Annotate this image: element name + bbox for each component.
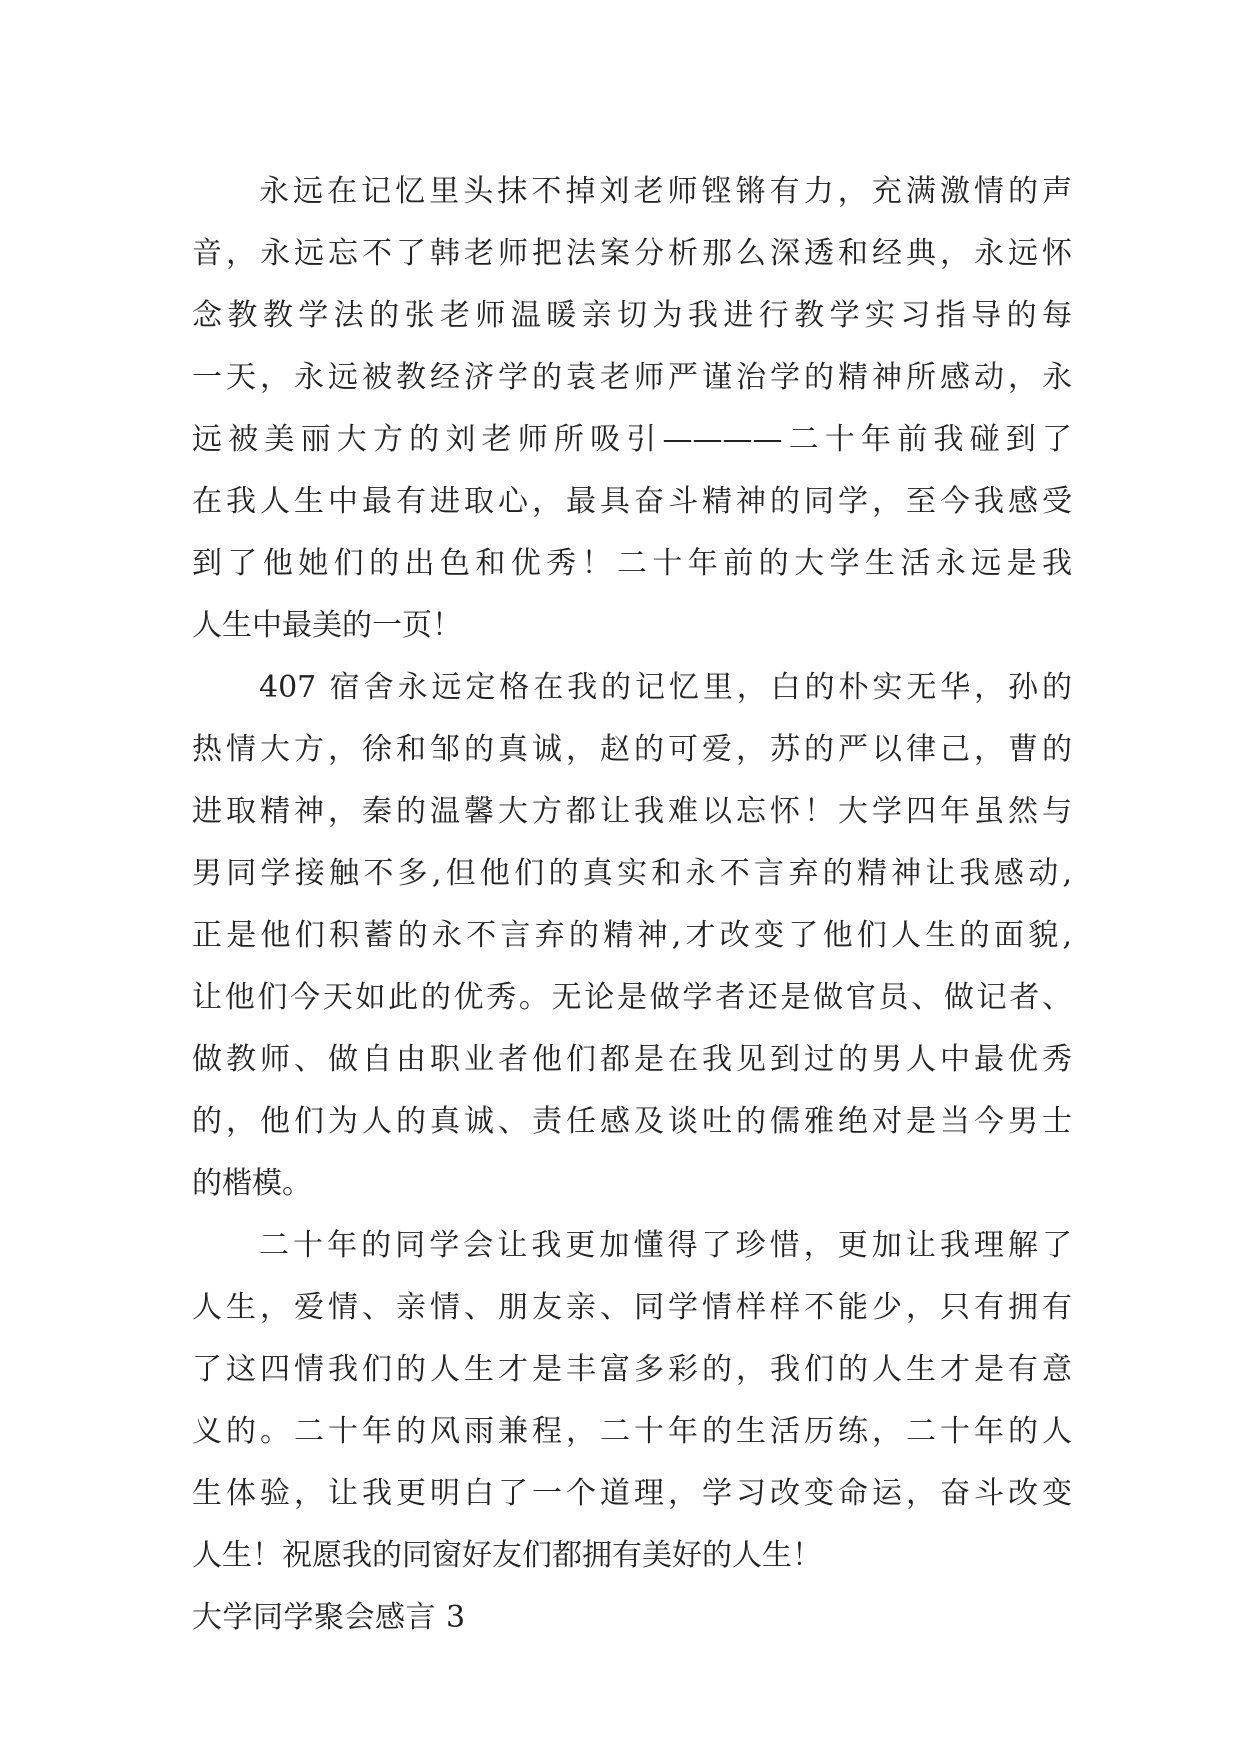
paragraph-line: 进取精神，秦的温馨大方都让我难以忘怀！大学四年虽然与 [192, 794, 1072, 829]
paragraph-line: 义的。二十年的风雨兼程，二十年的生活历练，二十年的人 [192, 1414, 1072, 1449]
paragraph-line: 永远在记忆里头抹不掉刘老师铿锵有力，充满激情的声 [259, 174, 1072, 209]
paragraph-line: 在我人生中最有进取心，最具奋斗精神的同学，至今我感受 [192, 484, 1072, 519]
paragraph-line: 的，他们为人的真诚、责任感及谈吐的儒雅绝对是当今男士 [192, 1104, 1072, 1139]
paragraph-line: 远被美丽大方的刘老师所吸引————二十年前我碰到了 [192, 422, 1072, 457]
paragraph-line: 让他们今天如此的优秀。无论是做学者还是做官员、做记者、 [192, 980, 1072, 1015]
paragraph-line: 了这四情我们的人生才是丰富多彩的，我们的人生才是有意 [192, 1352, 1072, 1387]
paragraph-line: 407 宿舍永远定格在我的记忆里，白的朴实无华，孙的 [259, 670, 1072, 705]
paragraph-line: 男同学接触不多,但他们的真实和永不言弃的精神让我感动, [192, 856, 1072, 891]
paragraph-line: 人生中最美的一页！ [192, 608, 462, 643]
paragraph-dormitory [192, 657, 1072, 1215]
paragraph-line: 做教师、做自由职业者他们都是在我见到过的男人中最优秀 [192, 1042, 1072, 1077]
document-body [192, 161, 1072, 1649]
paragraph-reunion [192, 1215, 1072, 1587]
paragraph-line: 到了他她们的出色和优秀！二十年前的大学生活永远是我 [192, 546, 1072, 581]
section-heading: 大学同学聚会感言 3 [192, 1600, 466, 1635]
paragraph-line: 热情大方，徐和邹的真诚，赵的可爱，苏的严以律己，曹的 [192, 732, 1072, 767]
paragraph-line: 音，永远忘不了韩老师把法案分析那么深透和经典，永远怀 [192, 236, 1072, 271]
paragraph-line: 二十年的同学会让我更加懂得了珍惜，更加让我理解了 [259, 1228, 1072, 1263]
paragraph-teachers [192, 161, 1072, 657]
paragraph-line: 的楷模。 [192, 1166, 312, 1201]
paragraph-line: 生体验，让我更明白了一个道理，学习改变命运，奋斗改变 [192, 1476, 1072, 1511]
paragraph-line: 正是他们积蓄的永不言弃的精神,才改变了他们人生的面貌, [192, 918, 1072, 953]
paragraph-line: 人生！祝愿我的同窗好友们都拥有美好的人生！ [192, 1538, 822, 1573]
paragraph-line: 人生，爱情、亲情、朋友亲、同学情样样不能少，只有拥有 [192, 1290, 1072, 1325]
paragraph-line: 一天，永远被教经济学的袁老师严谨治学的精神所感动，永 [192, 360, 1072, 395]
paragraph-line: 念教教学法的张老师温暖亲切为我进行教学实习指导的每 [192, 298, 1072, 333]
